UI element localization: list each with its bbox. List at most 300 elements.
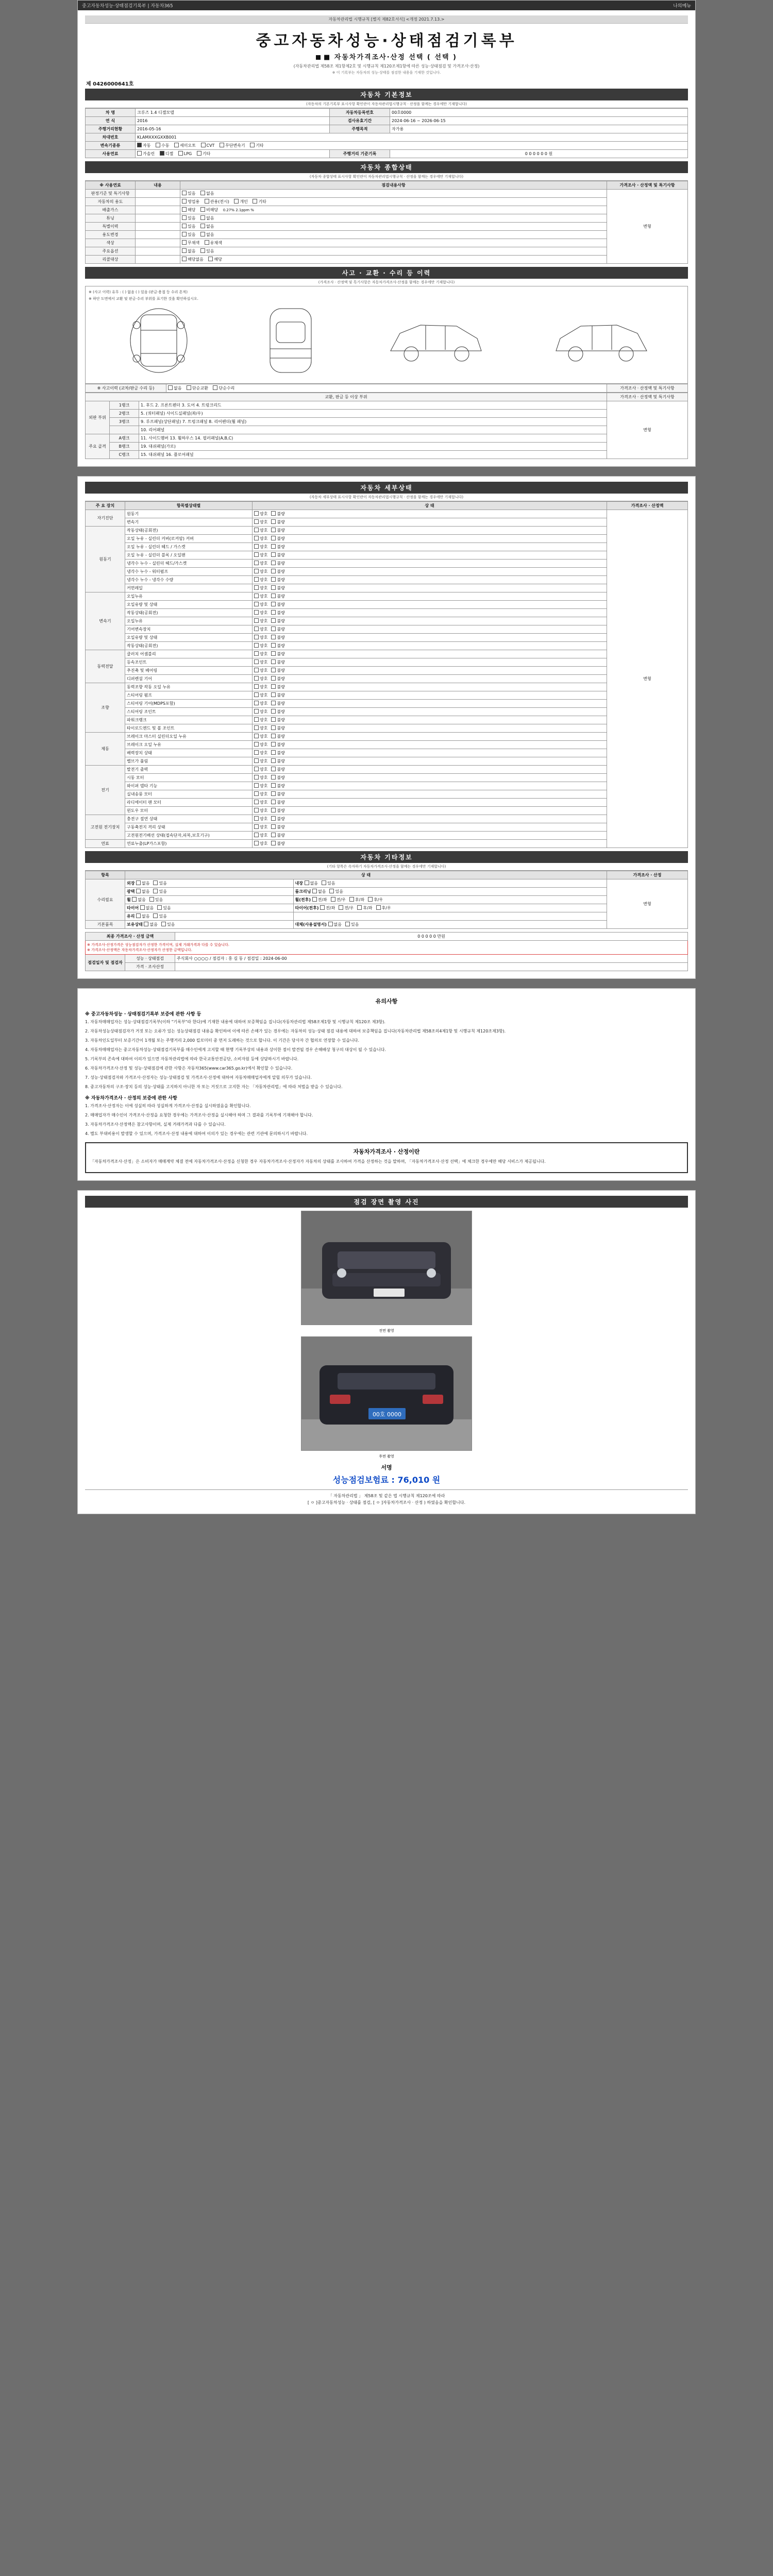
opt-good[interactable]: 양호 (254, 602, 267, 607)
opt-simple-repair[interactable]: 단순수리 (213, 385, 234, 391)
opt-good[interactable]: 양호 (254, 618, 267, 624)
checkbox-icon[interactable] (271, 594, 276, 598)
checkbox-icon[interactable] (182, 257, 187, 261)
opt-good[interactable]: 양호 (254, 750, 267, 756)
opt-bad[interactable]: 불량 (271, 610, 284, 616)
opt-전/우[interactable]: 전/우 (331, 897, 346, 903)
checkbox-icon[interactable] (254, 602, 259, 606)
checkbox-icon[interactable] (182, 240, 187, 245)
opt-bad[interactable]: 불량 (271, 808, 284, 814)
opt-good[interactable]: 양호 (254, 676, 267, 682)
checkbox-icon[interactable] (254, 626, 259, 631)
checkbox-icon[interactable] (254, 701, 259, 705)
checkbox-icon[interactable] (357, 905, 362, 910)
opt-있음[interactable]: 있음 (345, 922, 359, 927)
checkbox-icon[interactable] (345, 922, 350, 926)
opt-전/우[interactable]: 전/우 (339, 905, 354, 911)
checkbox-icon[interactable] (254, 758, 259, 763)
opt-후/좌[interactable]: 후/좌 (357, 905, 372, 911)
checkbox-icon[interactable] (271, 626, 276, 631)
opt-bad[interactable]: 불량 (271, 684, 284, 690)
opt-후/우[interactable]: 후/우 (368, 897, 383, 903)
checkbox-icon[interactable] (182, 224, 187, 228)
checkbox-icon[interactable] (137, 143, 142, 147)
checkbox-icon[interactable] (254, 692, 259, 697)
opt-bad[interactable]: 불량 (271, 775, 284, 781)
option-gasoline[interactable]: 가솔린 (137, 151, 155, 157)
opt-good[interactable]: 양호 (254, 511, 267, 517)
checkbox-icon[interactable] (182, 191, 187, 195)
checkbox-icon[interactable] (200, 232, 205, 236)
checkbox-icon[interactable] (153, 889, 158, 893)
checkbox-icon[interactable] (254, 791, 259, 796)
opt-good[interactable]: 양호 (254, 808, 267, 814)
checkbox-icon[interactable] (174, 143, 179, 147)
checkbox-icon[interactable] (254, 544, 259, 549)
checkbox-icon[interactable] (200, 207, 205, 212)
opt-bad[interactable]: 불량 (271, 701, 284, 706)
checkbox-icon[interactable] (200, 224, 205, 228)
opt-good[interactable]: 양호 (254, 824, 267, 830)
checkbox-icon[interactable] (153, 880, 158, 885)
opt-good[interactable]: 양호 (254, 742, 267, 748)
opt-good[interactable]: 양호 (254, 701, 267, 706)
option-fuel-other[interactable]: 기타 (197, 151, 210, 157)
opt-simple-exchange[interactable]: 단순교환 (187, 385, 208, 391)
opt-bad[interactable]: 불량 (271, 602, 284, 607)
opt-good[interactable]: 양호 (254, 767, 267, 772)
opt-bad[interactable]: 불량 (271, 643, 284, 649)
checkbox-icon[interactable] (140, 905, 145, 910)
opt-bad[interactable]: 불량 (271, 594, 284, 599)
checkbox-icon[interactable] (254, 635, 259, 639)
checkbox-icon[interactable] (234, 199, 239, 204)
opt-bad[interactable]: 불량 (271, 725, 284, 731)
checkbox-icon[interactable] (376, 905, 381, 910)
checkbox-icon[interactable] (254, 841, 259, 845)
detail-state-options (253, 708, 607, 716)
checkbox-icon[interactable] (205, 199, 209, 204)
option-cvt[interactable]: CVT (201, 143, 215, 148)
opt-bad[interactable]: 불량 (271, 833, 284, 838)
checkbox-icon[interactable] (271, 750, 276, 755)
checkbox-icon[interactable] (271, 659, 276, 664)
checkbox-icon[interactable] (254, 833, 259, 837)
checkbox-icon[interactable] (328, 922, 333, 926)
opt-있음[interactable]: 있음 (153, 913, 166, 919)
opt-good[interactable]: 양호 (254, 758, 267, 764)
checkbox-icon[interactable] (178, 151, 183, 156)
opt-recall-yes[interactable]: 해당 (208, 257, 222, 262)
checkbox-icon[interactable] (271, 717, 276, 722)
opt-전/좌[interactable]: 전/좌 (320, 905, 335, 911)
checkbox-icon[interactable] (205, 240, 209, 245)
checkbox-icon[interactable] (271, 511, 276, 516)
detail-state-options (253, 543, 607, 551)
opt-good[interactable]: 양호 (254, 635, 267, 640)
checkbox-icon[interactable] (250, 143, 255, 147)
detail-group-8: 연료 (86, 840, 125, 848)
opt-not-applicable[interactable]: 비해당 (200, 207, 218, 213)
checkbox-icon[interactable] (254, 536, 259, 540)
checkbox-icon[interactable] (305, 880, 309, 885)
checkbox-icon[interactable] (157, 905, 162, 910)
opt-있음[interactable]: 있음 (161, 922, 175, 927)
opt-good[interactable]: 양호 (254, 594, 267, 599)
checkbox-icon[interactable] (271, 833, 276, 837)
checkbox-icon[interactable] (271, 841, 276, 845)
opt-good[interactable]: 양호 (254, 717, 267, 723)
checkbox-icon[interactable] (213, 385, 217, 390)
opt-tuning-yes[interactable]: 있음 (182, 215, 195, 221)
opt-yes[interactable]: 있음 (182, 191, 195, 196)
checkbox-icon[interactable] (200, 215, 205, 220)
checkbox-icon[interactable] (339, 905, 343, 910)
opt-good[interactable]: 양호 (254, 610, 267, 616)
checkbox-icon[interactable] (368, 897, 373, 902)
checkbox-icon[interactable] (271, 552, 276, 557)
opt-없음[interactable]: 없음 (136, 889, 149, 894)
opt-bad[interactable]: 불량 (271, 552, 284, 558)
checkbox-icon[interactable] (271, 783, 276, 788)
checkbox-icon[interactable] (254, 676, 259, 681)
opt-history-no[interactable]: 없음 (200, 224, 214, 229)
checkbox-icon[interactable] (271, 643, 276, 648)
opt-bad[interactable]: 불량 (271, 519, 284, 525)
opt-good[interactable]: 양호 (254, 569, 267, 574)
opt-bad[interactable]: 불량 (271, 767, 284, 772)
detail-state-options (253, 609, 607, 617)
checkbox-icon[interactable] (271, 561, 276, 565)
checkbox-icon[interactable] (254, 734, 259, 738)
opt-bad[interactable]: 불량 (271, 577, 284, 583)
checkbox-icon[interactable] (254, 709, 259, 714)
checkbox-icon[interactable] (132, 897, 137, 902)
checkbox-icon[interactable] (254, 816, 259, 821)
option-semiauto[interactable]: 세미오토 (174, 143, 196, 148)
checkbox-icon[interactable] (137, 151, 142, 156)
opt-없음[interactable]: 없음 (140, 905, 154, 911)
opt-good[interactable]: 양호 (254, 800, 267, 805)
checkbox-icon[interactable] (271, 701, 276, 705)
option-stepless[interactable]: 무단변속기 (220, 143, 245, 148)
checkbox-icon[interactable] (160, 151, 164, 156)
checkbox-icon[interactable] (271, 668, 276, 672)
opt-있음[interactable]: 있음 (322, 880, 335, 886)
checkbox-icon[interactable] (271, 618, 276, 623)
opt-good[interactable]: 양호 (254, 709, 267, 715)
checkbox-icon[interactable] (254, 808, 259, 812)
opt-bad[interactable]: 불량 (271, 783, 284, 789)
opt-bad[interactable]: 불량 (271, 676, 284, 682)
opt-good[interactable]: 양호 (254, 791, 267, 797)
checkbox-icon[interactable] (254, 767, 259, 771)
opt-color-chroma[interactable]: 유채색 (205, 240, 222, 246)
detail-item: 타이로드엔드 및 볼 조인트 (125, 724, 253, 733)
opt-있음[interactable]: 있음 (153, 880, 166, 886)
checkbox-icon[interactable] (253, 199, 257, 204)
checkbox-icon[interactable] (156, 143, 160, 147)
opt-no[interactable]: 없음 (200, 191, 214, 196)
opt-option-yes[interactable]: 있음 (200, 248, 214, 254)
opt-전/좌[interactable]: 전/좌 (312, 897, 327, 903)
opt-good[interactable]: 양호 (254, 651, 267, 657)
label-transmission: 변속기종류 (86, 142, 136, 150)
checkbox-icon[interactable] (182, 199, 187, 204)
checkbox-icon[interactable] (254, 659, 259, 664)
row-label-1: 자동차의 용도 (86, 198, 136, 206)
opt-tuning-no[interactable]: 없음 (200, 215, 214, 221)
opt-good[interactable]: 양호 (254, 668, 267, 673)
checkbox-icon[interactable] (329, 889, 334, 893)
opt-bad[interactable]: 불량 (271, 692, 284, 698)
checkbox-icon[interactable] (254, 519, 259, 524)
opt-bad[interactable]: 불량 (271, 824, 284, 830)
detail-item: 등속조인트 (125, 658, 253, 667)
opt-bad[interactable]: 불량 (271, 800, 284, 805)
opt-있음[interactable]: 있음 (153, 889, 166, 894)
checkbox-icon[interactable] (182, 215, 187, 220)
option-manual[interactable]: 수동 (156, 143, 169, 148)
opt-bad[interactable]: 불량 (271, 585, 284, 591)
opt-bad[interactable]: 불량 (271, 734, 284, 739)
opt-etc[interactable]: 기타 (253, 199, 266, 205)
checkbox-icon[interactable] (271, 709, 276, 714)
checkbox-icon[interactable] (153, 913, 158, 918)
checkbox-icon[interactable] (254, 585, 259, 590)
checkbox-icon[interactable] (312, 897, 317, 902)
checkbox-icon[interactable] (254, 725, 259, 730)
opt-bad[interactable]: 불량 (271, 742, 284, 748)
opt-biz[interactable]: 영업용 (182, 199, 199, 205)
opt-good[interactable]: 양호 (254, 734, 267, 739)
opt-없음[interactable]: 없음 (144, 922, 157, 927)
checkbox-icon[interactable] (136, 880, 141, 885)
checkbox-icon[interactable] (254, 668, 259, 672)
opt-recall-none[interactable]: 해당없음 (182, 257, 204, 262)
checkbox-icon[interactable] (254, 552, 259, 557)
opt-bad[interactable]: 불량 (271, 659, 284, 665)
checkbox-icon[interactable] (271, 635, 276, 639)
opt-good[interactable]: 양호 (254, 775, 267, 781)
checkbox-icon[interactable] (182, 207, 187, 212)
table-row (86, 879, 688, 888)
checkbox-icon[interactable] (220, 143, 224, 147)
checkbox-icon[interactable] (271, 676, 276, 681)
opt-good[interactable]: 양호 (254, 841, 267, 846)
opt-good[interactable]: 양호 (254, 643, 267, 649)
opt-good[interactable]: 양호 (254, 833, 267, 838)
checkbox-icon[interactable] (254, 511, 259, 516)
checkbox-icon[interactable] (254, 824, 259, 829)
opt-usechange-no[interactable]: 없음 (200, 232, 214, 238)
opt-bad[interactable]: 불량 (271, 717, 284, 723)
checkbox-icon[interactable] (254, 742, 259, 747)
opt-없음[interactable]: 없음 (305, 880, 318, 886)
opt-bad[interactable]: 불량 (271, 709, 284, 715)
checkbox-icon[interactable] (254, 577, 259, 582)
checkbox-icon[interactable] (254, 643, 259, 648)
opt-good[interactable]: 양호 (254, 561, 267, 566)
opt-good[interactable]: 양호 (254, 659, 267, 665)
opt-bad[interactable]: 불량 (271, 511, 284, 517)
checkbox-icon[interactable] (200, 248, 205, 253)
checkbox-icon[interactable] (271, 808, 276, 812)
opt-gov[interactable]: 관용(전시) (205, 199, 229, 205)
checkbox-icon[interactable] (168, 385, 173, 390)
opt-bad[interactable]: 불량 (271, 651, 284, 657)
opt-bad[interactable]: 불량 (271, 841, 284, 846)
opt-bad[interactable]: 불량 (271, 544, 284, 550)
opt-good[interactable]: 양호 (254, 528, 267, 533)
opt-usechange-yes[interactable]: 있음 (182, 232, 195, 238)
checkbox-icon[interactable] (161, 922, 166, 926)
window-right-menu[interactable]: 나의메뉴 (673, 4, 691, 9)
car-diagram-row (89, 303, 684, 380)
checkbox-icon[interactable] (182, 232, 187, 236)
opt-있음[interactable]: 있음 (329, 889, 343, 894)
opt-bad[interactable]: 불량 (271, 569, 284, 574)
checkbox-icon[interactable] (208, 257, 213, 261)
opt-있음[interactable]: 있음 (157, 905, 171, 911)
checkbox-icon[interactable] (271, 791, 276, 796)
checkbox-icon[interactable] (271, 569, 276, 573)
checkbox-icon[interactable] (254, 684, 259, 689)
checkbox-icon[interactable] (254, 561, 259, 565)
detail-item: 클러치 어셈블리 (125, 650, 253, 658)
opt-bad[interactable]: 불량 (271, 635, 284, 640)
opt-없음[interactable]: 없음 (328, 922, 342, 927)
table-row (86, 393, 688, 401)
checkbox-icon[interactable] (136, 889, 141, 893)
opt-good[interactable]: 양호 (254, 585, 267, 591)
option-diesel[interactable]: 디젤 (160, 151, 173, 157)
opt-personal[interactable]: 개인 (234, 199, 247, 205)
checkbox-icon[interactable] (254, 717, 259, 722)
checkbox-icon[interactable] (254, 569, 259, 573)
checkbox-icon[interactable] (271, 577, 276, 582)
opt-없음[interactable]: 없음 (136, 913, 149, 919)
opt-있음[interactable]: 있음 (149, 897, 163, 903)
opt-후/우[interactable]: 후/우 (376, 905, 391, 911)
opt-good[interactable]: 양호 (254, 519, 267, 525)
opt-bad[interactable]: 불량 (271, 758, 284, 764)
opt-bad[interactable]: 불량 (271, 626, 284, 632)
checkbox-icon[interactable] (322, 880, 326, 885)
checkbox-icon[interactable] (201, 143, 206, 147)
opt-history-yes[interactable]: 있음 (182, 224, 195, 229)
checkbox-icon[interactable] (254, 783, 259, 788)
opt-bad[interactable]: 불량 (271, 618, 284, 624)
opt-good[interactable]: 양호 (254, 552, 267, 558)
checkbox-icon[interactable] (271, 585, 276, 590)
option-other-trans[interactable]: 기타 (250, 143, 263, 148)
opt-없음[interactable]: 없음 (136, 880, 149, 886)
checkbox-icon[interactable] (254, 775, 259, 779)
checkbox-icon[interactable] (271, 775, 276, 779)
checkbox-icon[interactable] (136, 913, 141, 918)
option-auto[interactable]: 자동 (137, 143, 150, 148)
checkbox-icon[interactable] (187, 385, 191, 390)
checkbox-icon[interactable] (271, 767, 276, 771)
checkbox-icon[interactable] (254, 750, 259, 755)
opt-good[interactable]: 양호 (254, 725, 267, 731)
table-row (86, 117, 688, 125)
checkbox-icon[interactable] (320, 905, 325, 910)
opt-color-mono[interactable]: 무채색 (182, 240, 199, 246)
opt-없음[interactable]: 없음 (312, 889, 326, 894)
opt-bad[interactable]: 불량 (271, 561, 284, 566)
opt-option-no[interactable]: 없음 (182, 248, 195, 254)
opt-bad[interactable]: 불량 (271, 536, 284, 541)
opt-없음[interactable]: 없음 (132, 897, 145, 903)
checkbox-icon[interactable] (144, 922, 148, 926)
checkbox-icon[interactable] (271, 824, 276, 829)
checkbox-icon[interactable] (271, 800, 276, 804)
opt-good[interactable]: 양호 (254, 536, 267, 541)
plate-text: 00호 0000 (372, 1411, 402, 1418)
checkbox-icon[interactable] (149, 897, 154, 902)
checkbox-icon[interactable] (254, 651, 259, 656)
opt-good[interactable]: 양호 (254, 544, 267, 550)
opt-good[interactable]: 양호 (254, 626, 267, 632)
checkbox-icon[interactable] (349, 897, 354, 902)
table-row (86, 724, 688, 733)
opt-bad[interactable]: 불량 (271, 816, 284, 822)
opt-good[interactable]: 양호 (254, 684, 267, 690)
option-lpg[interactable]: LPG (178, 151, 192, 156)
checkbox-icon[interactable] (271, 692, 276, 697)
opt-good[interactable]: 양호 (254, 577, 267, 583)
opt-good[interactable]: 양호 (254, 816, 267, 822)
checkbox-icon[interactable] (271, 816, 276, 821)
checkbox-icon[interactable] (254, 610, 259, 615)
opt-bad[interactable]: 불량 (271, 668, 284, 673)
checkbox-icon[interactable] (271, 610, 276, 615)
checkbox-icon[interactable] (254, 528, 259, 532)
opt-good[interactable]: 양호 (254, 692, 267, 698)
checkbox-icon[interactable] (312, 889, 317, 893)
checkbox-icon[interactable] (254, 800, 259, 804)
checkbox-icon[interactable] (271, 725, 276, 730)
checkbox-icon[interactable] (271, 544, 276, 549)
checkbox-icon[interactable] (271, 519, 276, 524)
opt-bad[interactable]: 불량 (271, 750, 284, 756)
checkbox-icon[interactable] (271, 734, 276, 738)
detail-state-options (253, 617, 607, 625)
checkbox-icon[interactable] (271, 602, 276, 606)
checkbox-icon[interactable] (271, 528, 276, 532)
opt-bad[interactable]: 불량 (271, 791, 284, 797)
checkbox-icon[interactable] (254, 618, 259, 623)
opt-applicable[interactable]: 해당 (182, 207, 195, 213)
opt-none[interactable]: 없음 (168, 385, 181, 391)
checkbox-icon[interactable] (331, 897, 335, 902)
label-mileage-standard: 주행거리 기준기록 (330, 150, 390, 158)
checkbox-icon[interactable] (271, 758, 276, 763)
checkbox-icon[interactable] (254, 594, 259, 598)
opt-bad[interactable]: 불량 (271, 528, 284, 533)
checkbox-icon[interactable] (271, 742, 276, 747)
checkbox-icon[interactable] (271, 684, 276, 689)
opt-good[interactable]: 양호 (254, 783, 267, 789)
checkbox-icon[interactable] (197, 151, 201, 156)
checkbox-icon[interactable] (200, 191, 205, 195)
opt-후/좌[interactable]: 후/좌 (349, 897, 364, 903)
checkbox-icon[interactable] (182, 248, 187, 253)
checkbox-icon[interactable] (271, 651, 276, 656)
checkbox-icon[interactable] (271, 536, 276, 540)
